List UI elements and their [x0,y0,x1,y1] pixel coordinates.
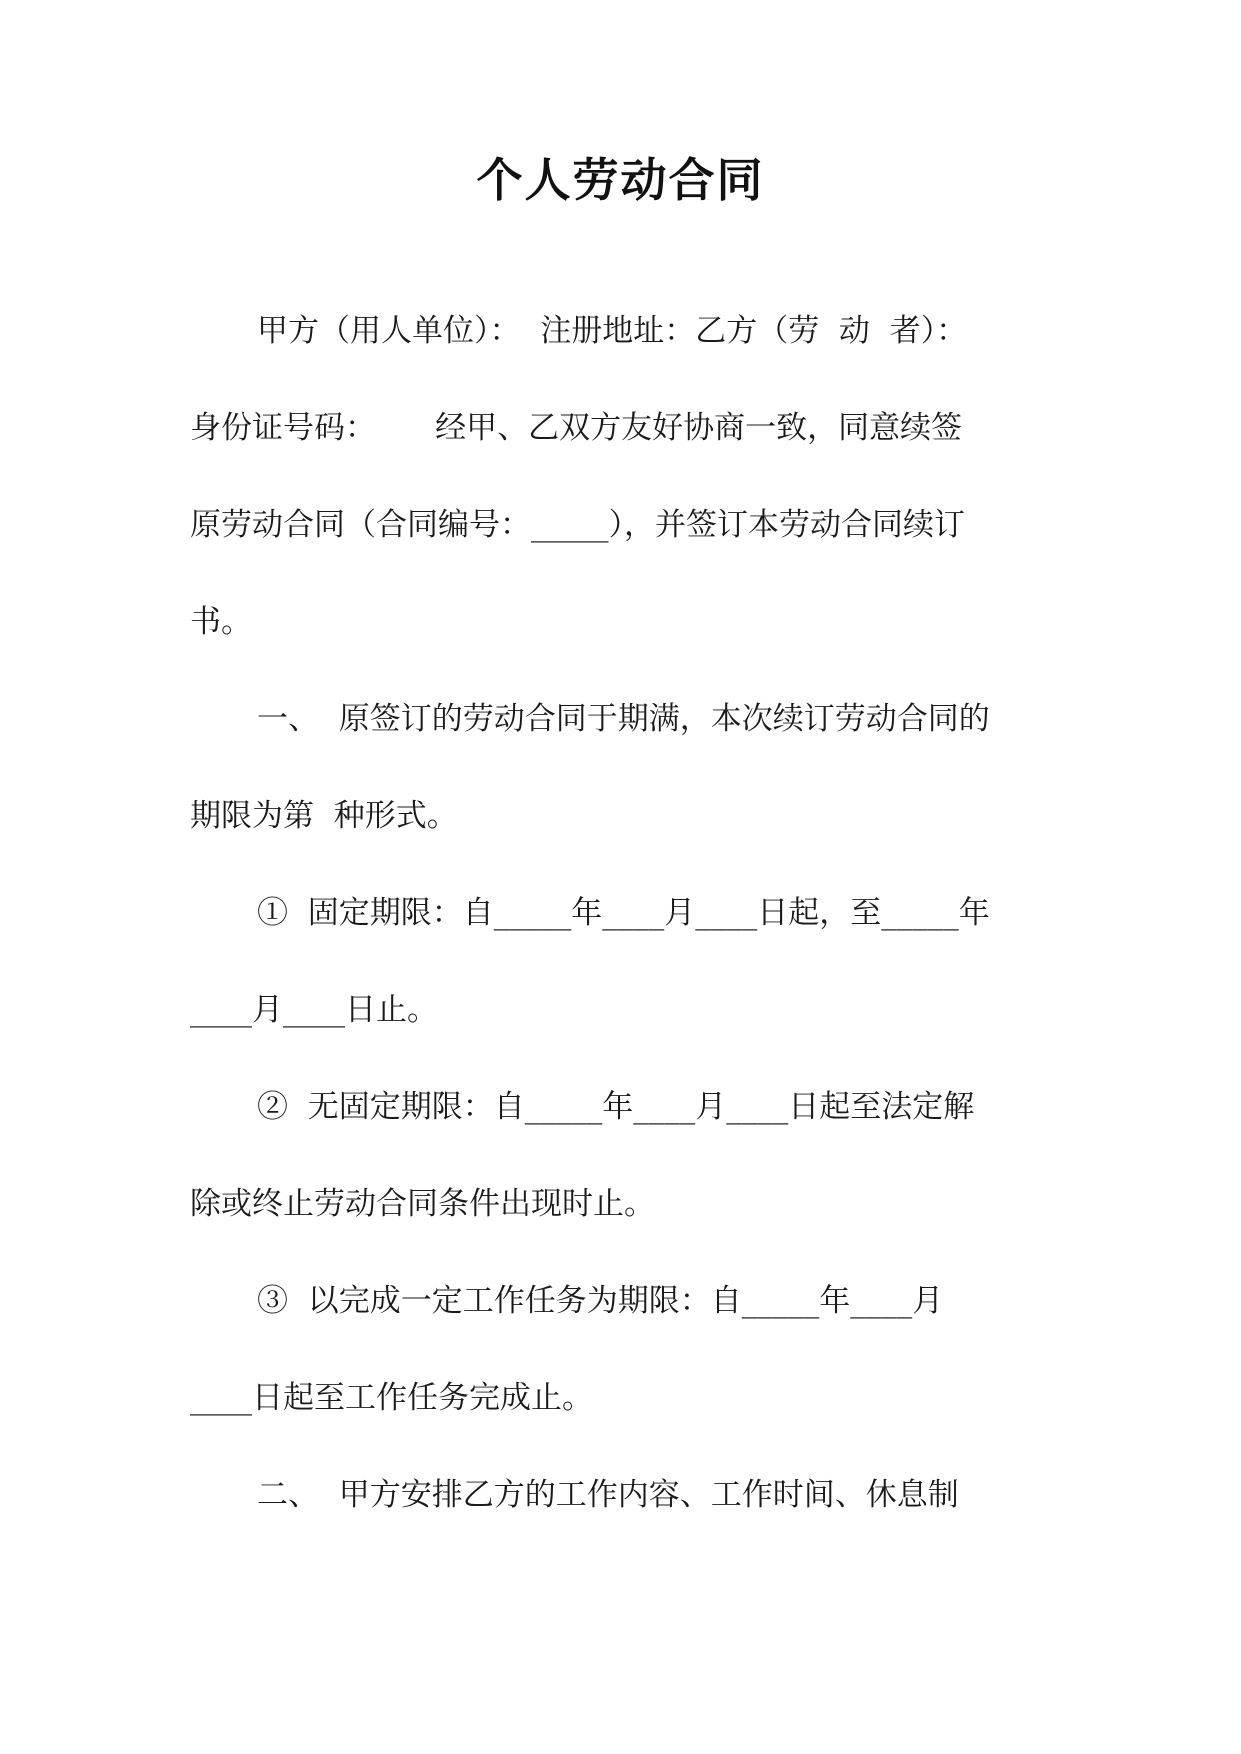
paragraph-line-8: ____月____日止。 [190,992,438,1028]
paragraph-line-4: 书。 [190,604,252,640]
paragraph-line-2: 身份证号码： 经甲、乙双方友好协商一致，同意续签 [190,410,963,446]
paragraph-line-11: ③ 以完成一定工作任务为期限：自_____年____月 [257,1283,944,1319]
document-title: 个人劳动合同 [476,153,765,207]
paragraph-line-5: 一、 原签订的劳动合同于期满，本次续订劳动合同的 [257,701,990,737]
paragraph-line-9: ② 无固定期限：自_____年____月____日起至法定解 [257,1089,975,1125]
paragraph-line-1: 甲方（用人单位）： 注册地址：乙方（劳 动 者）： [257,313,968,349]
paragraph-line-12: ____日起至工作任务完成止。 [190,1380,593,1416]
paragraph-line-6: 期限为第 种形式。 [190,798,458,834]
paragraph-line-3: 原劳动合同（合同编号：_____），并签订本劳动合同续订 [190,507,965,543]
paragraph-line-7: ① 固定期限：自_____年____月____日起，至_____年 [257,895,990,931]
paragraph-line-10: 除或终止劳动合同条件出现时止。 [190,1186,655,1222]
paragraph-line-13: 二、 甲方安排乙方的工作内容、工作时间、休息制 [257,1477,959,1513]
